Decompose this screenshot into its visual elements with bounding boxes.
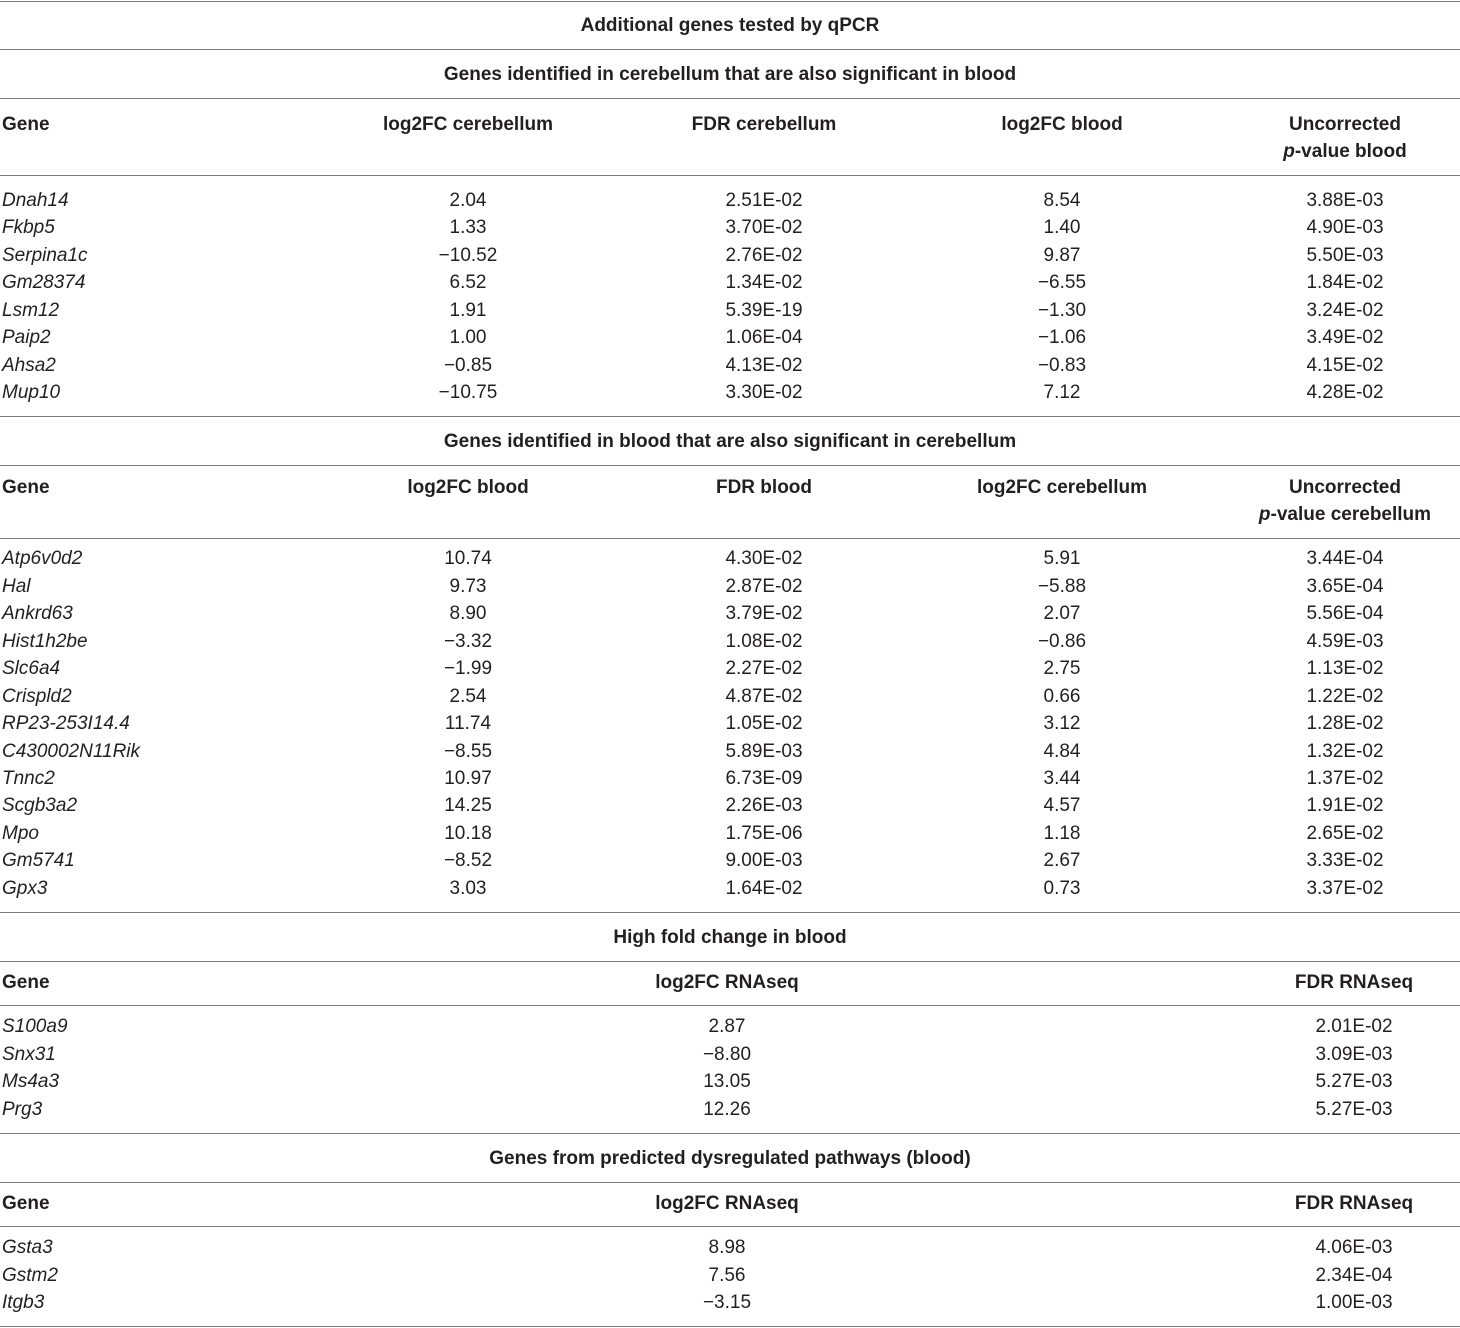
col-header: log2FC blood (407, 477, 529, 498)
divider (0, 1226, 1460, 1227)
divider (0, 465, 1460, 466)
table-row: Crispld2 2.54 4.87E-02 0.66 1.22E-02 (2, 686, 1384, 707)
table-row: Lsm12 1.91 5.39E-19 −1.30 3.24E-02 (2, 300, 1384, 321)
section-3-header (0, 969, 1460, 996)
table-row: RP23-253I14.4 11.74 1.05E-02 3.12 1.28E-02 (2, 713, 1384, 734)
table-row: Scgb3a2 14.25 2.26E-03 4.57 1.91E-02 (2, 795, 1384, 816)
divider (0, 1182, 1460, 1183)
table-row: Gstm2 7.56 2.34E-04 (2, 1265, 1393, 1286)
table-bottom-rule (0, 1326, 1460, 1327)
col-header-line: p-value cerebellum (1258, 504, 1432, 525)
table-row: Gpx3 3.03 1.64E-02 0.73 3.37E-02 (2, 878, 1384, 899)
divider (0, 175, 1460, 176)
col-header-pvalue (1259, 474, 1431, 528)
divider (0, 1133, 1460, 1134)
col-header: FDR blood (715, 477, 813, 498)
section-4-header (0, 1190, 1460, 1217)
table-row: Serpina1c −10.52 2.76E-02 9.87 5.50E-03 (2, 245, 1384, 266)
table-row: Slc6a4 −1.99 2.27E-02 2.75 1.13E-02 (2, 658, 1384, 679)
col-header: FDR RNAseq (1294, 1193, 1414, 1214)
table-row: C430002N11Rik −8.55 5.89E-03 4.84 1.32E-02 (2, 741, 1384, 762)
divider (0, 1005, 1460, 1006)
col-header-line: Uncorrected (1289, 114, 1401, 135)
col-header-line: Uncorrected (1289, 477, 1401, 498)
divider (0, 416, 1460, 417)
table-row: Hal 9.73 2.87E-02 −5.88 3.65E-04 (2, 576, 1384, 597)
col-header-gene: Gene (2, 972, 50, 993)
table-row: Ms4a3 13.05 5.27E-03 (2, 1071, 1393, 1092)
table-row: Fkbp5 1.33 3.70E-02 1.40 4.90E-03 (2, 217, 1384, 238)
col-header-gene: Gene (2, 1193, 50, 1214)
table-top-rule (0, 1, 1460, 2)
col-header-gene: Gene (2, 477, 50, 498)
table-row: Dnah14 2.04 2.51E-02 8.54 3.88E-03 (2, 190, 1384, 211)
table-row: Tnnc2 10.97 6.73E-09 3.44 1.37E-02 (2, 768, 1384, 789)
table-row: Ahsa2 −0.85 4.13E-02 −0.83 4.15E-02 (2, 355, 1384, 376)
col-header: log2FC RNAseq (655, 972, 799, 993)
table-row: Hist1h2be −3.32 1.08E-02 −0.86 4.59E-03 (2, 631, 1384, 652)
divider (0, 538, 1460, 539)
col-header-pvalue (1283, 111, 1407, 165)
col-header-line: p-value blood (1283, 141, 1407, 162)
divider (0, 49, 1460, 50)
divider (0, 912, 1460, 913)
table-row: Gm5741 −8.52 9.00E-03 2.67 3.33E-02 (2, 850, 1384, 871)
col-header: log2FC blood (1001, 114, 1123, 135)
col-header: log2FC cerebellum (383, 114, 553, 135)
table-row: Snx31 −8.80 3.09E-03 (2, 1044, 1393, 1065)
table-row: Mup10 −10.75 3.30E-02 7.12 4.28E-02 (2, 382, 1384, 403)
table-title: Additional genes tested by qPCR (580, 15, 880, 36)
table-row: Mpo 10.18 1.75E-06 1.18 2.65E-02 (2, 823, 1384, 844)
col-header: FDR RNAseq (1294, 972, 1414, 993)
section-title: Genes from predicted dysregulated pathways (blood) (489, 1148, 971, 1169)
section-title: Genes identified in cerebellum that are also significant in blood (443, 64, 1017, 85)
table-row: Ankrd63 8.90 3.79E-02 2.07 5.56E-04 (2, 603, 1384, 624)
section-title: Genes identified in blood that are also significant in cerebellum (443, 431, 1017, 452)
table-row: Atp6v0d2 10.74 4.30E-02 5.91 3.44E-04 (2, 548, 1384, 569)
table-row: Gsta3 8.98 4.06E-03 (2, 1237, 1393, 1258)
table-row: Gm28374 6.52 1.34E-02 −6.55 1.84E-02 (2, 272, 1384, 293)
col-header: log2FC RNAseq (655, 1193, 799, 1214)
col-header: FDR cerebellum (691, 114, 837, 135)
table-row: Paip2 1.00 1.06E-04 −1.06 3.49E-02 (2, 327, 1384, 348)
col-header-gene: Gene (2, 114, 50, 135)
section-title: High fold change in blood (613, 927, 847, 948)
table-row: Itgb3 −3.15 1.00E-03 (2, 1292, 1393, 1313)
table-row: S100a9 2.87 2.01E-02 (2, 1016, 1393, 1037)
col-header: log2FC cerebellum (977, 477, 1147, 498)
table-row: Prg3 12.26 5.27E-03 (2, 1099, 1393, 1120)
divider (0, 98, 1460, 99)
divider (0, 961, 1460, 962)
